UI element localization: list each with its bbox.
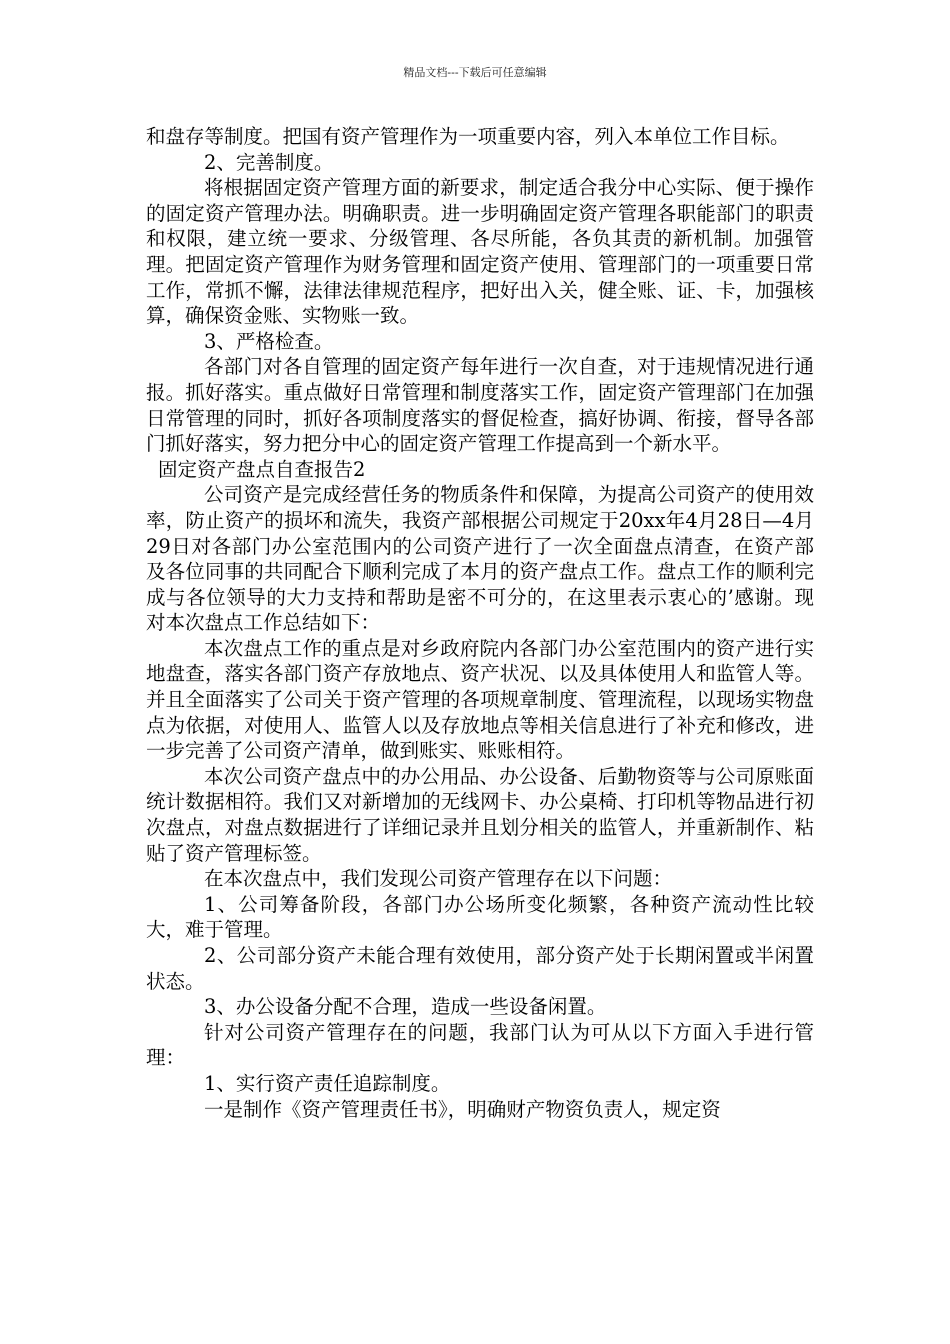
paragraph: 一是制作《资产管理责任书》，明确财产物资负责人，规定资 [204, 1097, 721, 1121]
section-item-heading: 2、完善制度。 [204, 150, 334, 174]
paragraph: 在本次盘点中，我们发现公司资产管理存在以下问题： [204, 867, 673, 891]
section-item-heading: 1、实行资产责任追踪制度。 [204, 1071, 451, 1095]
list-item: 1、公司筹备阶段，各部门办公场所变化频繁，各种资产流动性比较大，难于管理。 [146, 892, 814, 942]
section-item-heading: 3、严格检查。 [204, 329, 334, 353]
paragraph: 本次公司资产盘点中的办公用品、办公设备、后勤物资等与公司原账面统计数据相符。我们又对新增加的无线网卡、办公桌椅、打印机等物品进行初次盘点，对盘点数据进行了详细记录并且划分相关的监管人，并重新制作、粘贴了资产管理标签。 [146, 764, 814, 865]
paragraph: 公司资产是完成经营任务的物质条件和保障，为提高公司资产的使用效率，防止资产的损坏和流失，我资产部根据公司规定于20xx年4月28日—4月29日对各部门办公室范围内的公司资产进行了一次全面盘点清查，在资产部及各位同事的共同配合下顺利完成了本月的资产盘点工作。盘点工作的顺利完成与各位领导的大力支持和帮助是密不可分的，在这里表示衷心的’感谢。现对本次盘点工作总结如下： [146, 483, 814, 635]
page-header: 精品文档---下载后可任意编辑 [403, 66, 547, 79]
list-item: 2、公司部分资产未能合理有效使用，部分资产处于长期闲置或半闲置状态。 [146, 944, 814, 993]
paragraph: 本次盘点工作的重点是对乡政府院内各部门办公室范围内的资产进行实地盘查，落实各部门资产存放地点、资产状况、以及具体使用人和监管人等。并且全面落实了公司关于资产管理的各项规章制度、管理流程，以现场实物盘点为依据，对使用人、监管人以及存放地点等相关信息进行了补充和修改，进一步完善了公司资产清单，做到账实、账账相符。 [146, 636, 814, 763]
paragraph: 各部门对各自管理的固定资产每年进行一次自查，对于违规情况进行通报。抓好落实。重点做好日常管理和制度落实工作，固定资产管理部门在加强日常管理的同时，抓好各项制度落实的督促检查，搞好协调、衔接，督导各部门抓好落实，努力把分中心的固定资产管理工作提高到一个新水平。 [146, 355, 814, 456]
paragraph-continuation: 和盘存等制度。把国有资产管理作为一项重要内容，列入本单位工作目标。 [146, 125, 790, 148]
report-title: 固定资产盘点自查报告2 [158, 457, 366, 481]
list-item: 3、办公设备分配不合理，造成一些设备闲置。 [204, 995, 607, 1019]
document-body [146, 124, 814, 1122]
paragraph: 针对公司资产管理存在的问题，我部门认为可从以下方面入手进行管理： [146, 1020, 814, 1070]
paragraph: 将根据固定资产管理方面的新要求，制定适合我分中心实际、便于操作的固定资产管理办法。明确职责。进一步明确固定资产管理各职能部门的职责和权限，建立统一要求、分级管理、各尽所能，各负其责的新机制。加强管理。把固定资产管理作为财务管理和固定资产使用、管理部门的一项重要日常工作，常抓不懈，法律法律规范程序，把好出入关，健全账、证、卡，加强核算，确保资金账、实物账一致。 [146, 176, 814, 328]
